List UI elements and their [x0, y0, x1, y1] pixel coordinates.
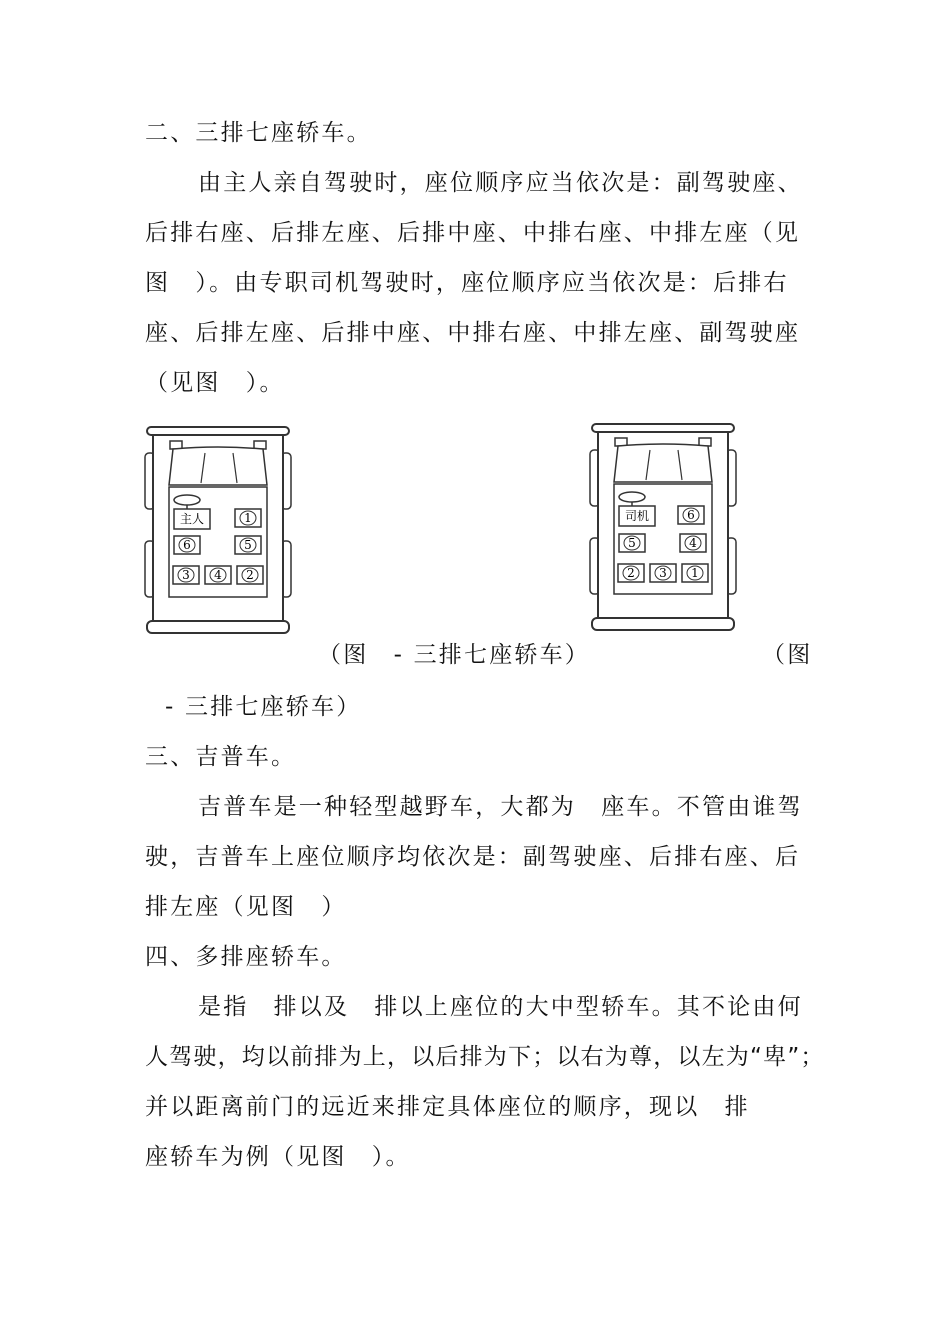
figure-caption-right-start: （图: [762, 642, 813, 668]
section2-heading: 二、三排七座轿车。: [145, 120, 372, 146]
svg-text:6: 6: [183, 538, 191, 552]
section4-heading: 四、多排座轿车。: [145, 944, 347, 970]
seat-rear-middle: [650, 564, 676, 582]
seat-front-right: [235, 509, 261, 527]
svg-text:1: 1: [691, 566, 699, 580]
section3-paragraph-line: 驶，吉普车上座位顺序均依次是：副驾驶座、后排右座、后: [145, 844, 801, 870]
driver-label: 主人: [179, 512, 205, 526]
svg-text:4: 4: [689, 536, 697, 550]
svg-text:3: 3: [659, 566, 667, 580]
seat-rear-right: [682, 564, 708, 582]
svg-text:2: 2: [246, 568, 254, 582]
section4-paragraph-line: 并以距离前门的远近来排定具体座位的顺序，现以 排: [145, 1094, 750, 1120]
section2-paragraph-line: 后排右座、后排左座、后排中座、中排右座、中排左座（见: [145, 220, 801, 246]
svg-text:6: 6: [687, 508, 695, 522]
section4-paragraph-line: 是指 排以及 排以上座位的大中型轿车。其不论由何: [198, 994, 803, 1020]
seat-middle-left: [174, 536, 200, 554]
section3-heading: 三、吉普车。: [145, 744, 297, 770]
svg-text:4: 4: [214, 568, 222, 582]
svg-text:5: 5: [244, 538, 252, 552]
car-diagram-chauffeur-driving: [588, 422, 738, 637]
seat-front-right: [678, 506, 704, 524]
figure-caption-right-end: - 三排七座轿车）: [165, 694, 362, 720]
driver-label: 司机: [624, 509, 650, 523]
seat-rear-left: [173, 566, 199, 584]
seat-rear-left: [618, 564, 644, 582]
section4-paragraph-line: 座轿车为例（见图 ）。: [145, 1144, 411, 1170]
svg-text:5: 5: [628, 536, 636, 550]
section3-paragraph-line: 吉普车是一种轻型越野车，大都为 座车。不管由谁驾: [198, 794, 803, 820]
section2-paragraph-line: 座、后排左座、后排中座、中排右座、中排左座、副驾驶座: [145, 320, 801, 346]
svg-text:1: 1: [244, 511, 252, 525]
seat-rear-middle: [205, 566, 231, 584]
section4-paragraph-line: 人驾驶，均以前排为上，以后排为下；以右为尊，以左为“卑”；: [145, 1044, 825, 1070]
seat-middle-left: [619, 534, 645, 552]
seat-rear-right: [237, 566, 263, 584]
section3-paragraph-line: 排左座（见图 ）: [145, 894, 347, 920]
figure-caption-left: （图 - 三排七座轿车）: [318, 642, 591, 668]
section2-paragraph-line: 图 ）。由专职司机驾驶时，座位顺序应当依次是：后排右: [145, 270, 789, 296]
seat-middle-right: [235, 536, 261, 554]
section2-paragraph-line: （见图 ）。: [145, 370, 285, 396]
seat-middle-right: [680, 534, 706, 552]
svg-text:2: 2: [627, 566, 635, 580]
section2-paragraph-line: 由主人亲自驾驶时，座位顺序应当依次是：副驾驶座、: [198, 170, 803, 196]
svg-text:3: 3: [182, 568, 190, 582]
car-diagram-owner-driving: [143, 425, 293, 640]
